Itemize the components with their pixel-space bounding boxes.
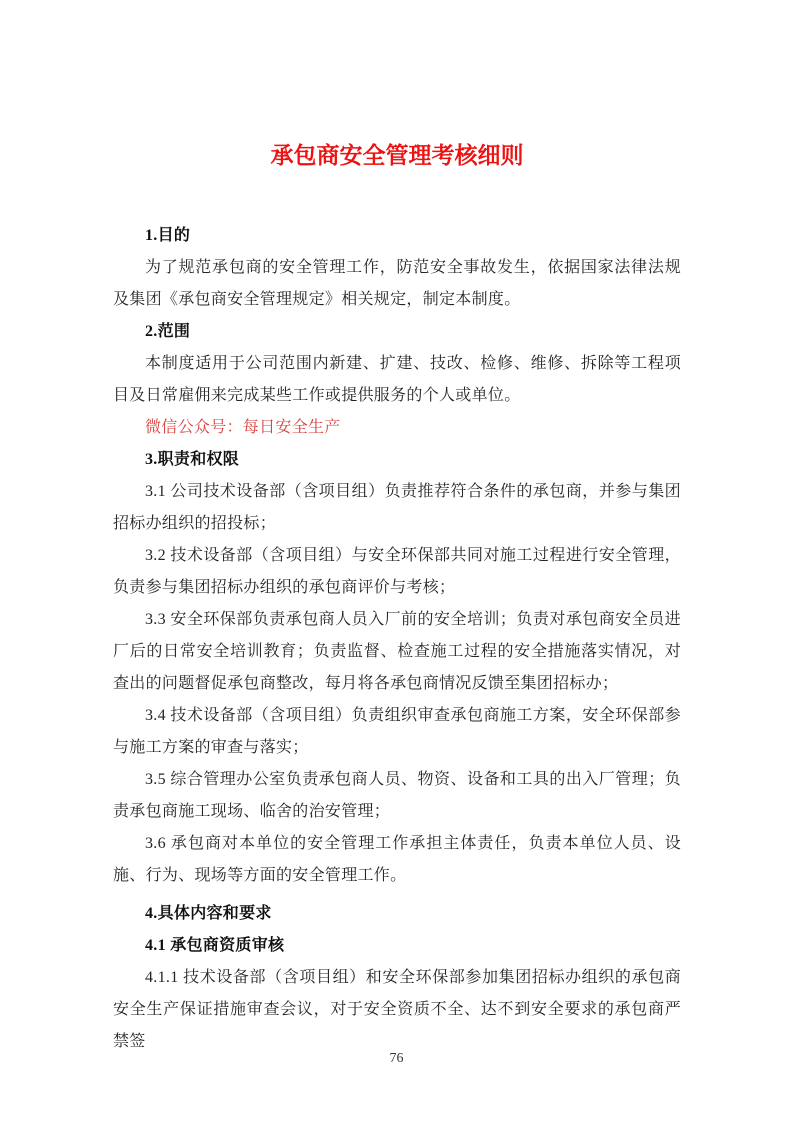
paragraph-3-4: 3.4 技术设备部（含项目组）负责组织审查承包商施工方案，安全环保部参与施工方案的审查与落实； — [113, 707, 681, 756]
document-title: 承包商安全管理考核细则 — [270, 142, 524, 168]
paragraph-3-6: 3.6 承包商对本单位的安全管理工作承担主体责任，负责本单位人员、设施、行为、现场等方面的安全管理工作。 — [113, 835, 681, 884]
paragraph-3-3: 3.3 安全环保部负责承包商人员入厂前的安全培训；负责对承包商安全员进厂后的日常安全培训教育；负责监督、检查施工过程的安全措施落实情况，对查出的问题督促承包商整改，每月将各承包商情况反馈至集团招标办； — [113, 611, 681, 692]
subsection-heading-4-1-qualification-review: 4.1 承包商资质审核 — [145, 937, 285, 954]
paragraph-3-2: 3.2 技术设备部（含项目组）与安全环保部共同对施工过程进行安全管理，负责参与集团招标办组织的承包商评价与考核； — [113, 547, 681, 596]
wechat-account-watermark-line: 微信公众号：每日安全生产 — [145, 419, 341, 436]
paragraph-3-5: 3.5 综合管理办公室负责承包商人员、物资、设备和工具的出入厂管理；负责承包商施工现场、临舍的治安管理； — [113, 771, 681, 820]
section-heading-1-purpose: 1.目的 — [145, 227, 191, 244]
section-heading-2-scope: 2.范围 — [145, 323, 191, 340]
paragraph-3-1: 3.1 公司技术设备部（含项目组）负责推荐符合条件的承包商，并参与集团招标办组织的招投标； — [113, 483, 681, 532]
page-number: 76 — [389, 1051, 404, 1066]
section-heading-3-responsibilities: 3.职责和权限 — [145, 451, 240, 468]
section-heading-4-requirements: 4.具体内容和要求 — [145, 905, 272, 922]
paragraph-purpose-body: 为了规范承包商的安全管理工作，防范安全事故发生，依据国家法律法规及集团《承包商安全管理规定》相关规定，制定本制度。 — [113, 259, 681, 308]
paragraph-4-1-1: 4.1.1 技术设备部（含项目组）和安全环保部参加集团招标办组织的承包商安全生产保证措施审查会议，对于安全资质不全、达不到安全要求的承包商严禁签 — [113, 969, 681, 1050]
paragraph-scope-body: 本制度适用于公司范围内新建、扩建、技改、检修、维修、拆除等工程项目及日常雇佣来完成某些工作或提供服务的个人或单位。 — [113, 355, 681, 404]
